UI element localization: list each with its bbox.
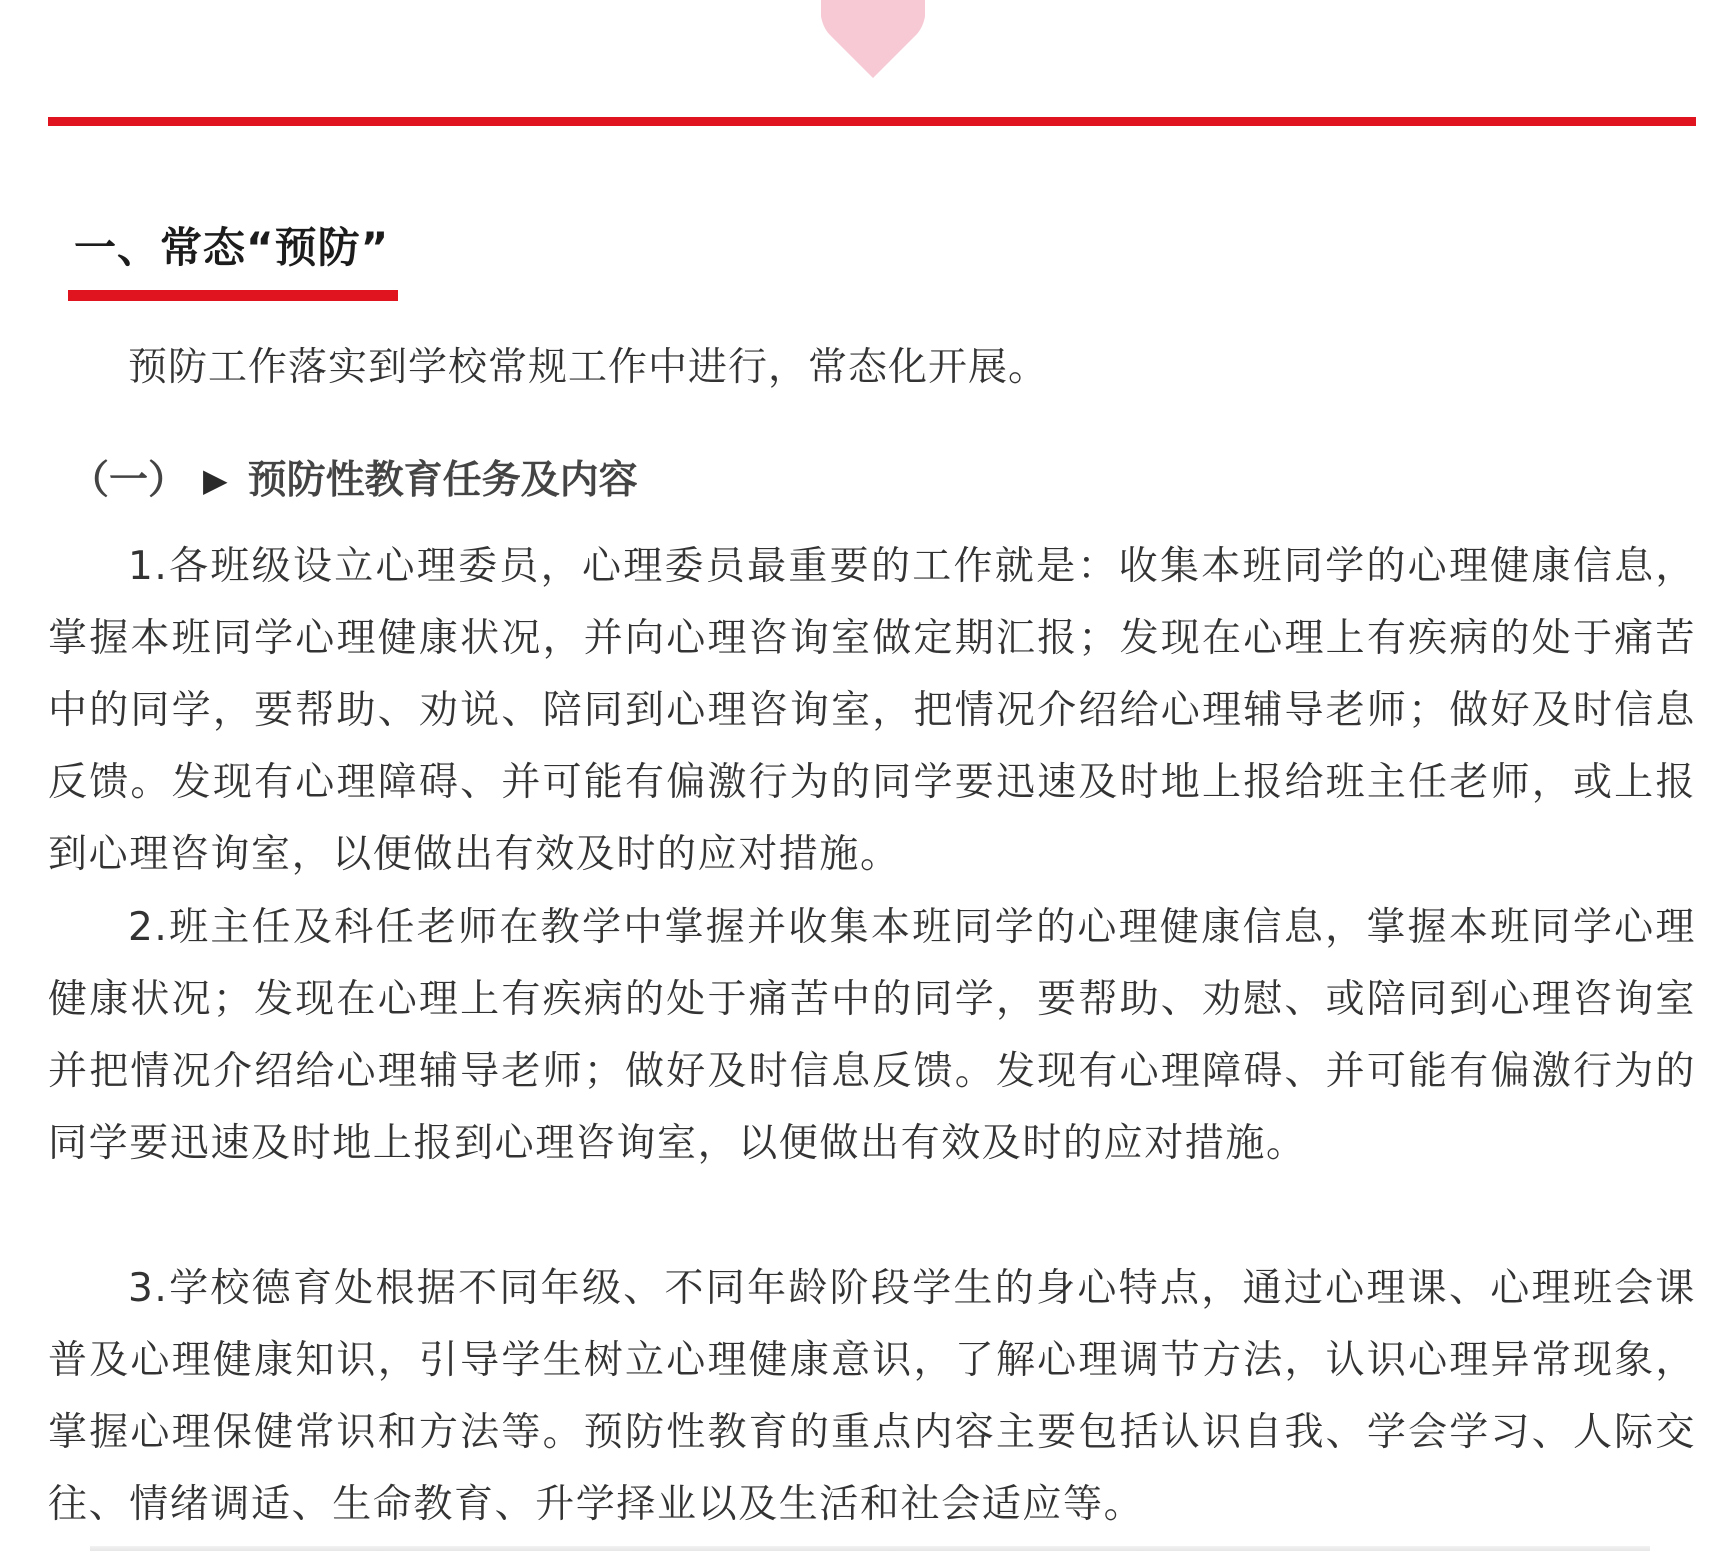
intro-text: 预防工作落实到学校常规工作中进行，常态化开展。 (128, 345, 1049, 390)
subsection-heading (70, 450, 638, 511)
body-paragraph-3: 3.学校德育处根据不同年级、不同年龄阶段学生的身心特点，通过心理课、心理班会课普及心理健康知识，引导学生树立心理健康意识，了解心理调节方法，认识心理异常现象，掌握心理保健常识和方法等。预防性教育的重点内容主要包括认识自我、学会学习、人际交往、情绪调适、生命教育、升学择业以及生活和社会适应等。 (48, 1266, 1696, 1527)
subsection-label: 预防性教育任务及内容 (247, 458, 638, 503)
top-divider (48, 117, 1696, 126)
heart-icon (821, 0, 925, 82)
section-title: 一、常态“预防” (74, 223, 390, 272)
body-paragraph-1: 1.各班级设立心理委员，心理委员最重要的工作就是：收集本班同学的心理健康信息，掌握本班同学心理健康状况，并向心理咨询室做定期汇报；发现在心理上有疾病的处于痛苦中的同学，要帮助、劝说、陪同到心理咨询室，把情况介绍给心理辅导老师；做好及时信息反馈。发现有心理障碍、并可能有偏激行为的同学要迅速及时地上报给班主任老师，或上报到心理咨询室，以便做出有效及时的应对措施。 (48, 544, 1696, 877)
title-underline (68, 290, 398, 301)
subsection-number: （一） (70, 458, 188, 503)
play-arrow-icon: ▶ (203, 461, 228, 499)
bottom-edge-shadow (90, 1546, 1650, 1551)
body-paragraph-2: 2.班主任及科任老师在教学中掌握并收集本班同学的心理健康信息，掌握本班同学心理健康状况；发现在心理上有疾病的处于痛苦中的同学，要帮助、劝慰、或陪同到心理咨询室并把情况介绍给心理辅导老师；做好及时信息反馈。发现有心理障碍、并可能有偏激行为的同学要迅速及时地上报到心理咨询室，以便做出有效及时的应对措施。 (48, 905, 1696, 1166)
